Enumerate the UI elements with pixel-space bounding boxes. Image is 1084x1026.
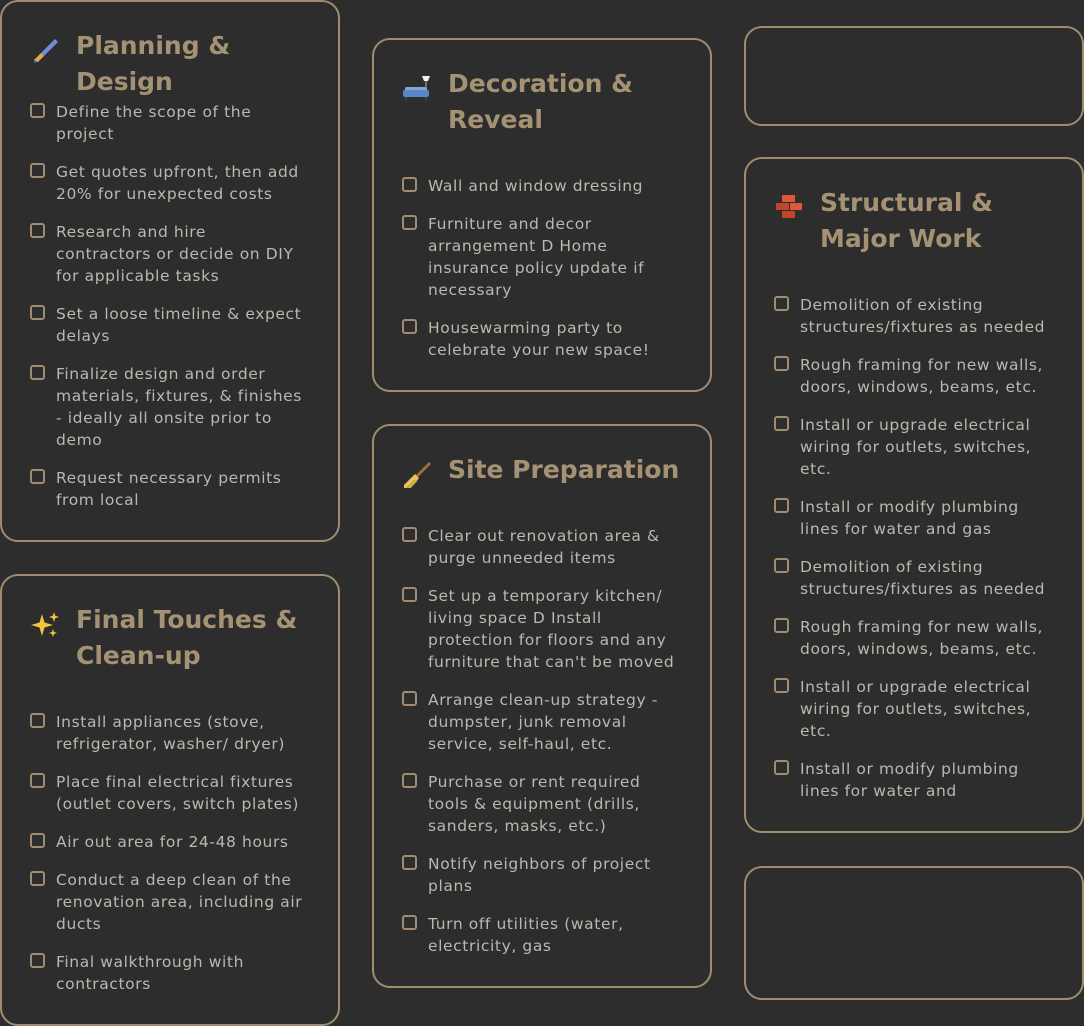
list-item: Housewarming party to celebrate your new space! xyxy=(402,317,678,361)
list-item: Place final electrical fixtures (outlet covers, switch plates) xyxy=(30,771,306,815)
list-item: Wall and window dressing xyxy=(402,175,678,197)
couch-lamp-icon xyxy=(402,74,432,104)
checkbox[interactable] xyxy=(30,365,45,380)
checklist xyxy=(30,101,326,527)
checkbox[interactable] xyxy=(402,177,417,192)
list-item: Install or upgrade electrical wiring for outlets, switches, etc. xyxy=(774,414,1060,480)
checkbox[interactable] xyxy=(30,713,45,728)
checklist xyxy=(774,294,1070,818)
checkbox[interactable] xyxy=(402,773,417,788)
list-item: Install or upgrade electrical wiring for outlets, switches, etc. xyxy=(774,676,1060,742)
list-item: Arrange clean-up strategy - dumpster, junk removal service, self-haul, etc. xyxy=(402,689,678,755)
checkbox[interactable] xyxy=(30,773,45,788)
checkbox[interactable] xyxy=(30,103,45,118)
list-item: Rough framing for new walls, doors, windows, beams, etc. xyxy=(774,616,1060,660)
checklist xyxy=(402,175,698,377)
card-planning-design xyxy=(0,0,340,542)
card-title: Planning & Design xyxy=(76,31,231,96)
list-item: Install or modify plumbing lines for water and gas xyxy=(774,496,1040,540)
checkbox[interactable] xyxy=(402,691,417,706)
checkbox[interactable] xyxy=(774,760,789,775)
checkbox[interactable] xyxy=(774,558,789,573)
list-item: Finalize design and order materials, fixtures, & finishes - ideally all onsite prior to demo xyxy=(30,363,306,451)
list-item: Notify neighbors of project plans xyxy=(402,853,678,897)
card-title: Structural & Major Work xyxy=(820,188,993,253)
list-item: Research and hire contractors or decide on DIY for applicable tasks xyxy=(30,221,306,287)
list-item: Clear out renovation area & purge unneeded items xyxy=(402,525,678,569)
checkbox[interactable] xyxy=(402,587,417,602)
checkbox[interactable] xyxy=(30,953,45,968)
paintbrush-icon xyxy=(30,36,60,66)
list-item: Define the scope of the project xyxy=(30,101,276,145)
checkbox[interactable] xyxy=(402,527,417,542)
checkbox[interactable] xyxy=(774,498,789,513)
list-item: Air out area for 24-48 hours xyxy=(30,831,306,853)
checkbox[interactable] xyxy=(402,215,417,230)
checkbox[interactable] xyxy=(30,833,45,848)
list-item: Install or modify plumbing lines for water and xyxy=(774,758,1040,802)
list-item: Install appliances (stove, refrigerator, washer/ dryer) xyxy=(30,711,306,755)
list-item: Rough framing for new walls, doors, windows, beams, etc. xyxy=(774,354,1060,398)
sparkles-icon xyxy=(30,610,60,640)
checkbox[interactable] xyxy=(774,618,789,633)
checkbox[interactable] xyxy=(402,319,417,334)
checkbox[interactable] xyxy=(774,678,789,693)
checkbox[interactable] xyxy=(30,871,45,886)
list-item: Conduct a deep clean of the renovation area, including air ducts xyxy=(30,869,306,935)
list-item: Set up a temporary kitchen/ living space D Install protection for floors and any furniture that can't be moved xyxy=(402,585,678,673)
card-title: Decoration & Reveal xyxy=(448,69,633,134)
empty-card-top xyxy=(744,26,1084,126)
checkbox[interactable] xyxy=(30,223,45,238)
card-title: Final Touches & Clean-up xyxy=(76,605,298,670)
list-item: Turn off utilities (water, electricity, gas xyxy=(402,913,648,957)
checkbox[interactable] xyxy=(402,915,417,930)
list-item: Request necessary permits from local xyxy=(30,467,306,511)
card-site-preparation xyxy=(372,424,712,988)
card-title: Site Preparation xyxy=(448,455,680,484)
list-item: Final walkthrough with contractors xyxy=(30,951,276,995)
checklist xyxy=(402,525,698,973)
checkbox[interactable] xyxy=(30,469,45,484)
card-final-touches xyxy=(0,574,340,1026)
checkbox[interactable] xyxy=(774,356,789,371)
card-structural-work xyxy=(744,157,1084,833)
checkbox[interactable] xyxy=(30,163,45,178)
list-item: Furniture and decor arrangement D Home insurance policy update if necessary xyxy=(402,213,678,301)
list-item: Set a loose timeline & expect delays xyxy=(30,303,306,347)
checklist xyxy=(30,711,326,1011)
checkbox[interactable] xyxy=(30,305,45,320)
list-item: Purchase or rent required tools & equipment (drills, sanders, masks, etc.) xyxy=(402,771,678,837)
card-decoration-reveal xyxy=(372,38,712,392)
empty-card-bottom xyxy=(744,866,1084,1000)
checkbox[interactable] xyxy=(774,296,789,311)
list-item: Get quotes upfront, then add 20% for unexpected costs xyxy=(30,161,306,205)
checkbox[interactable] xyxy=(774,416,789,431)
list-item: Demolition of existing structures/fixtures as needed xyxy=(774,556,1060,600)
list-item: Demolition of existing structures/fixtures as needed xyxy=(774,294,1060,338)
checkbox[interactable] xyxy=(402,855,417,870)
bricks-icon xyxy=(774,193,804,223)
broom-icon xyxy=(402,460,432,490)
